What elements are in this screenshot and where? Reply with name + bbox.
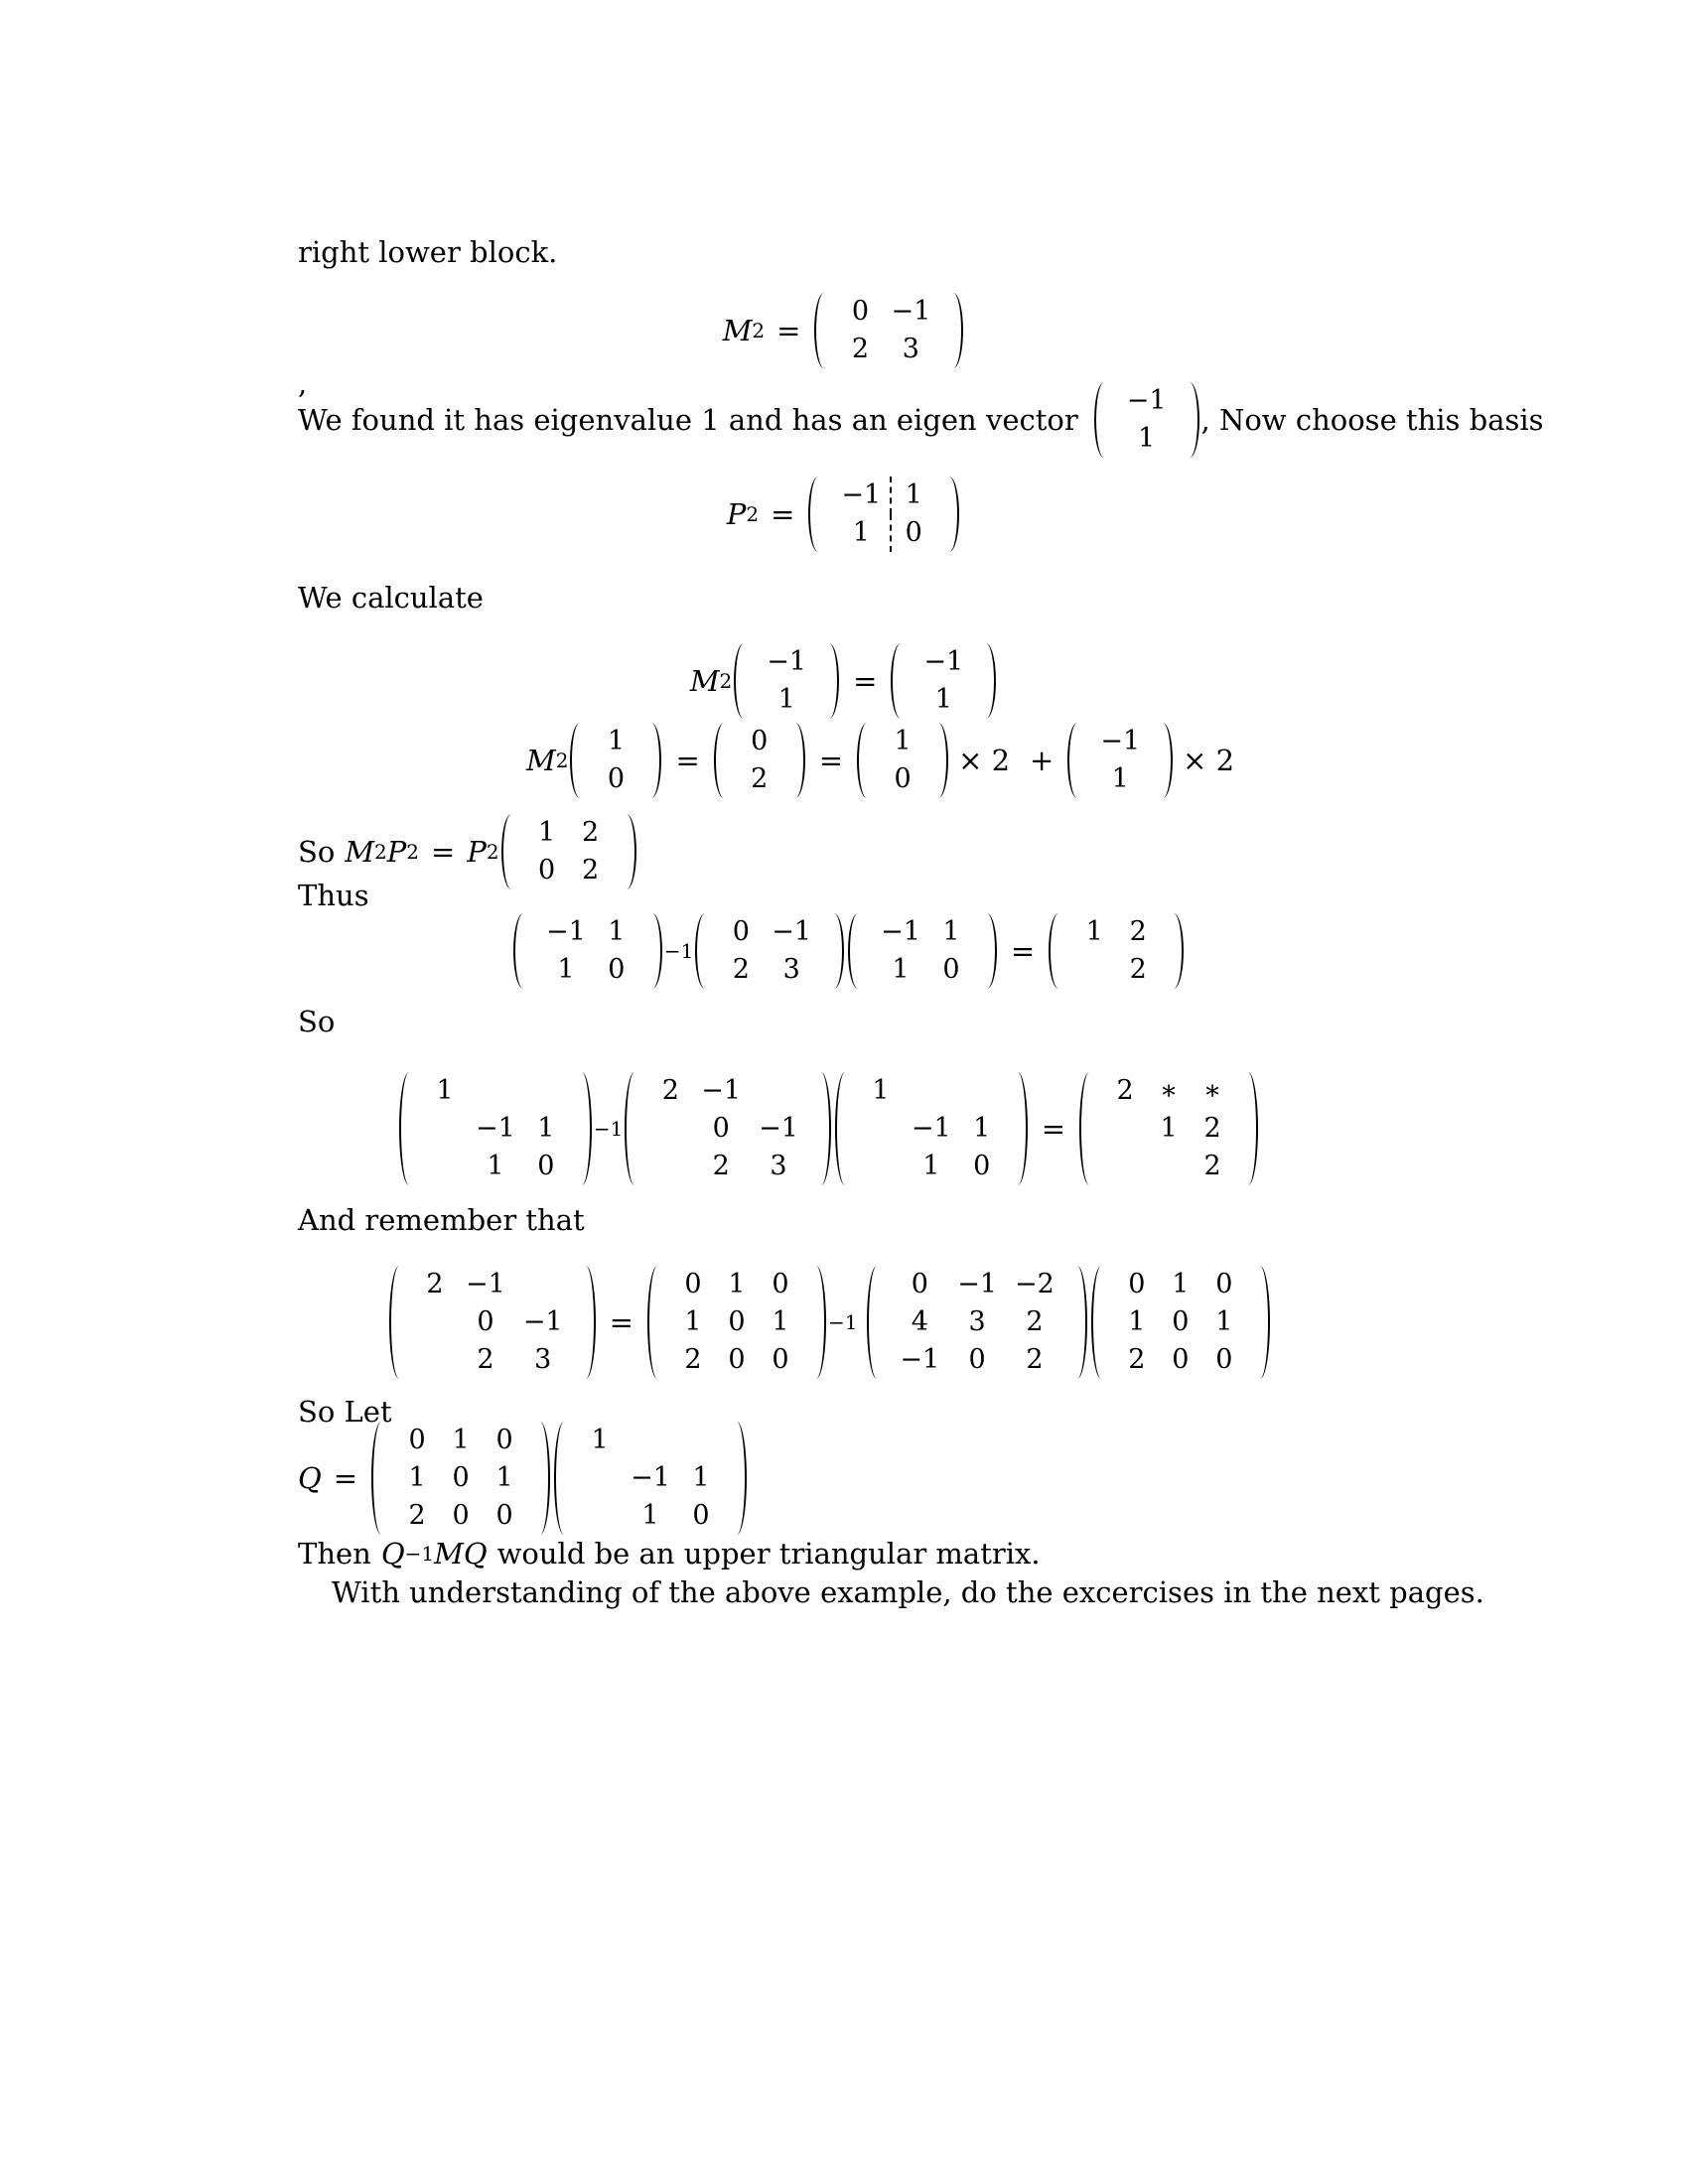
matrix-table bbox=[648, 1072, 807, 1185]
matrix-table bbox=[423, 1072, 568, 1185]
matrix-cell: 0 bbox=[1172, 1306, 1190, 1337]
matrix-cell: 2 bbox=[1203, 1151, 1221, 1181]
stray-comma: , bbox=[298, 366, 308, 400]
matrix-cell: 0 bbox=[772, 1344, 789, 1375]
matrix-table bbox=[1091, 723, 1149, 798]
matrix-cell: 2 bbox=[1203, 1113, 1221, 1144]
matrix-cell: −1 bbox=[881, 916, 920, 947]
matrix-table bbox=[1103, 1072, 1234, 1185]
matrix-table bbox=[1072, 913, 1160, 989]
matrix-cell: −1 bbox=[900, 1344, 940, 1375]
eq-m2-e1: M 2 1 0 = 0 2 = 1 0 × 2 + −1 1 × 2 bbox=[526, 723, 1242, 798]
matrix-table bbox=[1118, 382, 1176, 458]
matrix-cell: 2 bbox=[751, 763, 769, 794]
matrix-cell: 3 bbox=[782, 954, 800, 985]
matrix-cell: 1 bbox=[537, 1113, 555, 1144]
matrix-cell: 1 bbox=[1138, 423, 1156, 454]
matrix-cell: 1 bbox=[537, 817, 556, 848]
matrix-cell: 2 bbox=[477, 1344, 494, 1375]
matrix-cell: 1 bbox=[1215, 1306, 1233, 1337]
matrix-b bbox=[397, 1072, 594, 1185]
eq-p2-definition: P 2 = −1 1 1 0 bbox=[0, 477, 1688, 552]
matrix-cell: 2 bbox=[1026, 1306, 1044, 1337]
matrix-a2 bbox=[387, 1266, 598, 1379]
matrix-cell: 1 bbox=[1160, 1113, 1178, 1144]
matrix-table bbox=[838, 293, 939, 368]
matrix-cell: 2 bbox=[712, 1151, 730, 1181]
matrix-cell: 0 bbox=[728, 1344, 746, 1375]
matrix-table bbox=[872, 913, 973, 989]
matrix-cell: 0 bbox=[1172, 1344, 1190, 1375]
matrix-cell: 1 bbox=[1172, 1269, 1190, 1299]
matrix-cell: 2 bbox=[581, 855, 600, 886]
remember-text: And remember that bbox=[298, 1203, 585, 1237]
eq-conjugation-2x2: −1 1 1 0 −1 0 −1 2 3 −1 1 1 0 = 1 2 2 bbox=[511, 913, 1186, 989]
matrix-cell: −2 bbox=[1015, 1269, 1055, 1299]
matrix-cell: 0 bbox=[894, 763, 912, 794]
matrix-table bbox=[859, 1072, 1004, 1185]
matrix-p2-a bbox=[511, 913, 664, 989]
matrix-cell: 2 bbox=[1026, 1344, 1044, 1375]
matrix-perm3 bbox=[369, 1422, 552, 1535]
matrix-cell: −1 bbox=[1126, 385, 1167, 416]
matrix-cell bbox=[622, 1422, 679, 1459]
matrix-perm2 bbox=[1089, 1266, 1272, 1379]
matrix-cell: 0 bbox=[452, 1462, 470, 1493]
matrix-cell bbox=[1103, 1110, 1147, 1148]
final-text: With understanding of the above example, do the excercises in the next pages. bbox=[332, 1575, 1484, 1609]
matrix-table bbox=[413, 1266, 572, 1379]
matrix-cell: 1 bbox=[1128, 1306, 1146, 1337]
matrix-cell: 3 bbox=[770, 1151, 787, 1181]
matrix-cell: 1 bbox=[894, 726, 912, 756]
matrix-j2 bbox=[1047, 913, 1186, 989]
matrix-cell: 1 bbox=[772, 1306, 789, 1337]
matrix-cell bbox=[859, 1110, 903, 1148]
matrix-cell: −1 bbox=[772, 916, 812, 947]
matrix-cell: −1 bbox=[891, 296, 931, 327]
matrix-cell: 1 bbox=[557, 954, 575, 985]
matrix-cell bbox=[413, 1303, 457, 1341]
matrix-cell bbox=[423, 1110, 467, 1148]
matrix-cell bbox=[524, 1072, 568, 1110]
matrix-cell: 1 bbox=[452, 1425, 470, 1455]
matrix-cell: −1 bbox=[476, 1113, 515, 1144]
matrix-cell: 3 bbox=[534, 1344, 552, 1375]
matrix-cell: 1 bbox=[891, 477, 935, 514]
matrix-cell bbox=[859, 1148, 903, 1185]
matrix-cell: 0 bbox=[968, 1344, 986, 1375]
matrix-table bbox=[738, 723, 781, 798]
matrix-cell bbox=[578, 1497, 622, 1535]
matrix-cell: 3 bbox=[902, 334, 919, 364]
matrix-cell bbox=[903, 1072, 960, 1110]
matrix-table bbox=[671, 1266, 802, 1379]
eq-m2-v: M 2 −1 1 = −1 1 bbox=[0, 643, 1688, 719]
matrix-v-c bbox=[1065, 723, 1175, 798]
matrix-table bbox=[914, 643, 972, 719]
then-sentence: Then Q −1 MQ would be an upper triangular matrix. bbox=[298, 1537, 1041, 1570]
matrix-cell: 2 bbox=[426, 1269, 444, 1299]
matrix-cell bbox=[467, 1072, 524, 1110]
matrix-v-left bbox=[732, 643, 841, 719]
matrix-cell: 0 bbox=[537, 855, 556, 886]
matrix-cell: 2 bbox=[1129, 916, 1147, 947]
matrix-cell: 0 bbox=[1215, 1344, 1233, 1375]
matrix-cell: 1 bbox=[892, 954, 910, 985]
matrix-cell: ∗ bbox=[1202, 1075, 1222, 1106]
matrix-cell: 0 bbox=[851, 296, 870, 327]
matrix-cell: 0 bbox=[452, 1500, 470, 1531]
matrix-cell: 1 bbox=[852, 517, 870, 548]
matrix-cell: 1 bbox=[922, 1151, 940, 1181]
matrix-table bbox=[578, 1422, 723, 1535]
matrix-cell: 1 bbox=[487, 1151, 504, 1181]
matrix-cell: 0 bbox=[495, 1500, 513, 1531]
matrix-cell: 1 bbox=[436, 1075, 454, 1106]
matrix-cell: 0 bbox=[607, 763, 626, 794]
matrix-cell: 1 bbox=[591, 1425, 609, 1455]
matrix-cell: −1 bbox=[911, 1113, 951, 1144]
matrix-b2 bbox=[833, 1072, 1030, 1185]
matrix-cell: 2 bbox=[851, 334, 870, 364]
matrix-a bbox=[623, 1072, 833, 1185]
matrix-table bbox=[758, 643, 815, 719]
matrix-cell: 1 bbox=[692, 1462, 710, 1493]
matrix-cell: 2 bbox=[1129, 954, 1147, 985]
matrix-cell: 2 bbox=[732, 954, 750, 985]
matrix-p2-b bbox=[846, 913, 999, 989]
matrix-cell: 0 bbox=[728, 1306, 746, 1337]
intro-text: right lower block. bbox=[298, 235, 558, 269]
matrix-cell: 2 bbox=[408, 1500, 426, 1531]
matrix-table bbox=[719, 913, 820, 989]
eigen-sentence: We found it has eigenvalue 1 and has an eigen vector −1 1 , Now choose this basis bbox=[298, 382, 1544, 458]
matrix-table bbox=[594, 723, 637, 798]
eq-m2-definition: M 2 = 0 −1 2 3 bbox=[0, 293, 1688, 368]
matrix-cell: 1 bbox=[1111, 763, 1129, 794]
matrix-cell: 2 bbox=[1116, 1075, 1134, 1106]
matrix-cell: −1 bbox=[841, 479, 882, 510]
matrix-cell: −1 bbox=[759, 1113, 798, 1144]
matrix-cell: 0 bbox=[732, 916, 750, 947]
eq-remember: 2 −1 0 −1 2 3 = 0 1 0 1 0 1 2 0 0 −1 0 −1 −2 4 3 2 −1 0 2 0 1 0 1 0 1 2 0 0 bbox=[387, 1266, 1272, 1379]
matrix-cell: −1 bbox=[923, 646, 964, 677]
matrix-cell: 1 bbox=[942, 916, 960, 947]
matrix-cell: 1 bbox=[1085, 916, 1103, 947]
matrix-cell: 1 bbox=[872, 1075, 890, 1106]
matrix-cell bbox=[648, 1148, 692, 1185]
matrix-table bbox=[537, 913, 638, 989]
matrix-cell: 0 bbox=[751, 726, 769, 756]
matrix-cell: 2 bbox=[1128, 1344, 1146, 1375]
matrix-cell: 0 bbox=[772, 1269, 789, 1299]
eq-m2p2: So M 2 P 2 = P 2 1 2 0 2 bbox=[298, 814, 638, 889]
matrix-table bbox=[525, 814, 613, 889]
eq-q-definition: Q = 0 1 0 1 0 1 2 0 0 1 −1 1 1 0 bbox=[298, 1422, 749, 1535]
so-text: So bbox=[298, 1005, 336, 1038]
matrix-j bbox=[499, 814, 638, 889]
matrix-cell: 1 bbox=[728, 1269, 746, 1299]
matrix-cell bbox=[648, 1110, 692, 1148]
matrix-cell bbox=[1103, 1148, 1147, 1185]
matrix-cell: 1 bbox=[408, 1462, 426, 1493]
matrix-02 bbox=[712, 723, 807, 798]
matrix-cell: 1 bbox=[973, 1113, 991, 1144]
matrix-r bbox=[1077, 1072, 1260, 1185]
matrix-cell: 1 bbox=[495, 1462, 513, 1493]
matrix-m2 bbox=[812, 293, 965, 368]
matrix-e1 bbox=[568, 723, 663, 798]
matrix-v-right bbox=[889, 643, 998, 719]
matrix-cell: 3 bbox=[968, 1306, 986, 1337]
matrix-cell: −1 bbox=[701, 1075, 742, 1106]
matrix-eigenvector bbox=[1092, 382, 1201, 458]
matrix-cell: 1 bbox=[684, 1306, 702, 1337]
matrix-cell bbox=[1072, 951, 1116, 989]
matrix-e1-b bbox=[855, 723, 950, 798]
matrix-cell: 1 bbox=[934, 684, 952, 715]
so-let-text: So Let bbox=[298, 1395, 392, 1429]
matrix-cell bbox=[413, 1341, 457, 1379]
matrix-cell: −1 bbox=[767, 646, 807, 677]
matrix-cell: 0 bbox=[537, 1151, 555, 1181]
matrix-b3 bbox=[552, 1422, 749, 1535]
matrix-cell: 0 bbox=[408, 1425, 426, 1455]
matrix-cell: 4 bbox=[911, 1306, 928, 1337]
matrix-cell: 2 bbox=[684, 1344, 702, 1375]
matrix-table bbox=[832, 477, 935, 552]
matrix-cell bbox=[960, 1072, 1004, 1110]
matrix-table bbox=[881, 723, 924, 798]
matrix-cell: −1 bbox=[957, 1269, 998, 1299]
matrix-cell: 0 bbox=[684, 1269, 702, 1299]
matrix-table bbox=[891, 1266, 1062, 1379]
matrix-cell: 0 bbox=[911, 1269, 928, 1299]
matrix-cell: 0 bbox=[712, 1113, 730, 1144]
matrix-cell: 0 bbox=[891, 514, 935, 552]
matrix-cell bbox=[423, 1148, 467, 1185]
eq-conjugation-3x3: 1 −1 1 1 0 −1 2 −1 0 −1 2 3 1 −1 1 1 0 = 2 ∗ ∗ 1 2 2 bbox=[397, 1072, 1260, 1185]
matrix-table bbox=[1115, 1266, 1246, 1379]
matrix-cell: −1 bbox=[631, 1462, 670, 1493]
matrix-cell: 0 bbox=[942, 954, 960, 985]
matrix-cell: 1 bbox=[608, 916, 626, 947]
we-calculate-text: We calculate bbox=[298, 581, 484, 614]
matrix-m2-b bbox=[693, 913, 846, 989]
matrix-cell: 0 bbox=[495, 1425, 513, 1455]
matrix-cell: 2 bbox=[661, 1075, 679, 1106]
matrix-cell: 2 bbox=[581, 817, 600, 848]
matrix-cell: 0 bbox=[477, 1306, 494, 1337]
matrix-p2 bbox=[806, 477, 961, 552]
matrix-cell: 1 bbox=[641, 1500, 659, 1531]
matrix-cell: −1 bbox=[522, 1306, 563, 1337]
matrix-cell bbox=[679, 1422, 723, 1459]
matrix-cell: −1 bbox=[466, 1269, 505, 1299]
matrix-perm bbox=[645, 1266, 828, 1379]
matrix-cell: −1 bbox=[546, 916, 586, 947]
matrix-cell bbox=[1147, 1148, 1191, 1185]
matrix-orig bbox=[865, 1266, 1088, 1379]
matrix-cell: 0 bbox=[1215, 1269, 1233, 1299]
matrix-cell bbox=[750, 1072, 807, 1110]
matrix-cell: 0 bbox=[608, 954, 626, 985]
matrix-cell: 0 bbox=[692, 1500, 710, 1531]
matrix-cell: 0 bbox=[973, 1151, 991, 1181]
thus-text: Thus bbox=[298, 879, 369, 912]
matrix-cell bbox=[514, 1266, 572, 1303]
matrix-cell bbox=[578, 1459, 622, 1497]
matrix-table bbox=[395, 1422, 526, 1535]
matrix-cell: 1 bbox=[607, 726, 626, 756]
matrix-cell: 1 bbox=[777, 684, 795, 715]
matrix-cell: 0 bbox=[1128, 1269, 1146, 1299]
matrix-cell: −1 bbox=[1100, 726, 1141, 756]
matrix-cell: ∗ bbox=[1159, 1075, 1179, 1106]
